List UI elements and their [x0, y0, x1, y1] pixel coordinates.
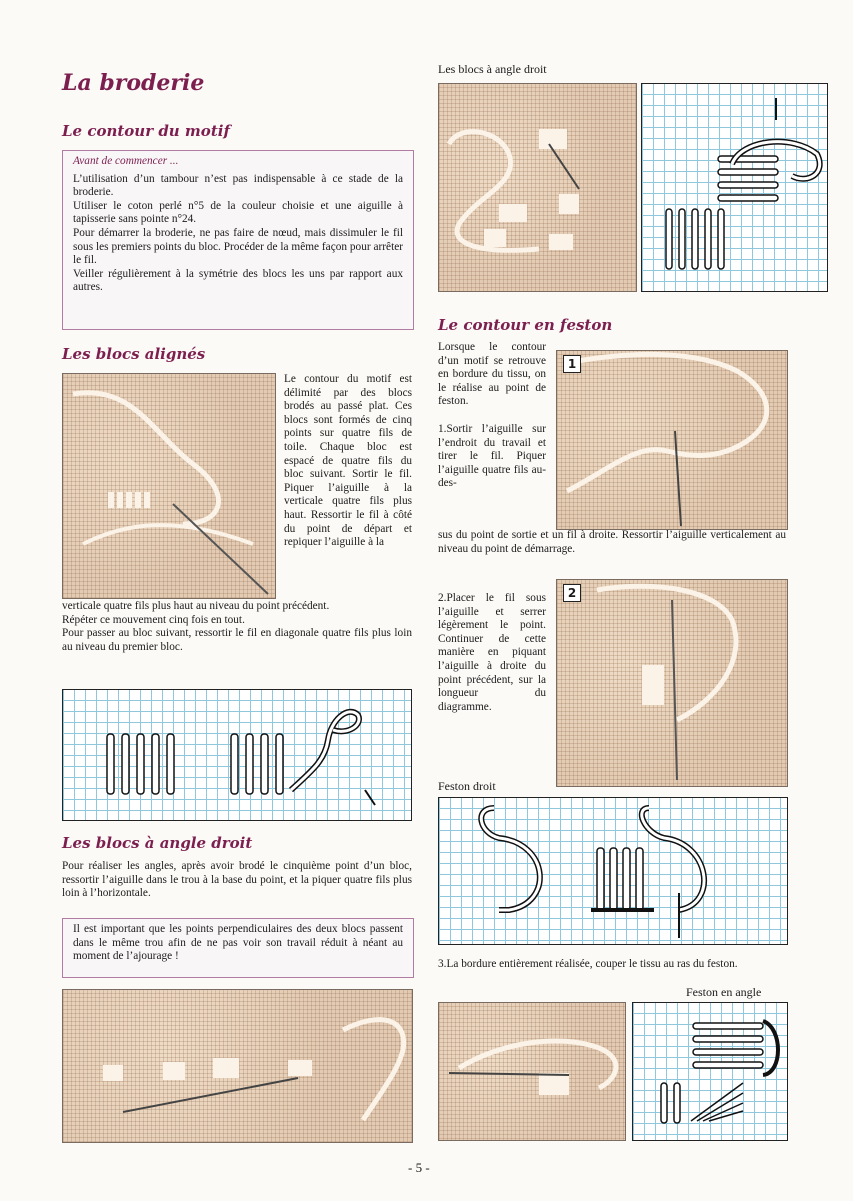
- photo-blocs-alignes: [62, 373, 276, 599]
- avant-commencer-box: [62, 150, 414, 330]
- caption-feston-droit: Feston droit: [438, 779, 496, 793]
- paragraph: L’utilisation d’un tambour n’est pas indispensable à ce stade de la broderie.: [73, 172, 403, 199]
- note-text: Il est important que les points perpendiculaires des deux blocs passent dans le même trou afin de ne pas voir son travail réduit à néant au moment de l’ajourage !: [73, 923, 403, 963]
- photo-feston-step2: [556, 579, 788, 787]
- photo-angle-droit: [438, 83, 637, 292]
- stitch-illustration: [63, 374, 275, 598]
- heading-contour-motif: Le contour du motif: [62, 122, 230, 140]
- photo-feston-step1: [556, 350, 788, 530]
- stitch-diagram: [633, 1003, 787, 1140]
- photo-feston-angle: [438, 1002, 626, 1141]
- diagram-feston-angle: [632, 1002, 788, 1141]
- stitch-illustration: [557, 351, 787, 529]
- caption-angle-droit: Les blocs à angle droit: [438, 62, 547, 76]
- diagram-blocs-alignes: [62, 689, 412, 821]
- paragraph: verticale quatre fils plus haut au niveau du point précédent.: [62, 600, 330, 612]
- step-number: 1: [563, 355, 581, 373]
- stitch-diagram: [439, 798, 787, 944]
- stitch-diagram: [642, 84, 827, 291]
- diagram-angle-droit: [641, 83, 828, 292]
- important-note-box: [62, 918, 414, 978]
- paragraph: Lorsque le contour d’un motif se retrouve en bordure du tissu, on le réalise au point de feston.: [438, 341, 546, 408]
- heading-contour-feston: Le contour en feston: [438, 316, 613, 334]
- blocs-alignes-full-text: [62, 600, 412, 654]
- feston-step1-full: sus du point de sortie et un fil à droite. Ressortir l’aiguille verticalement au niveau du point de démarrage.: [438, 529, 786, 555]
- diagram-feston-droit: [438, 797, 788, 945]
- caption-feston-angle: Feston en angle: [686, 985, 762, 999]
- stitch-illustration: [557, 580, 787, 786]
- page-title: La broderie: [62, 70, 205, 96]
- page-number: - 5 -: [408, 1160, 430, 1175]
- stitch-illustration: [63, 990, 412, 1142]
- paragraph: Veiller régulièrement à la symétrie des blocs les uns par rapport aux autres.: [73, 267, 403, 294]
- blocs-alignes-side-text: Le contour du motif est délimité par des blocs brodés au passé plat. Ces blocs sont formés de cinq points sur quatre fils de toile. Chaque bloc est espacé de quatre fils du bloc suivant. Sortir le fil. Piquer l’aiguille à la verticale quatre fils plus haut. Ressortir le fil à côté du point de départ et repiquer l’aiguille à la: [284, 373, 412, 549]
- stitch-illustration: [439, 84, 636, 291]
- feston-intro: [438, 341, 546, 491]
- step-number: 2: [563, 584, 581, 602]
- photo-blocs-angle-left: [62, 989, 413, 1143]
- stitch-illustration: [439, 1003, 625, 1140]
- box-title: Avant de commencer ...: [73, 155, 179, 167]
- blocs-angle-text: Pour réaliser les angles, après avoir brodé le cinquième point d’un bloc, ressortir l’aiguille dans le trou à la base du point, et la piquer quatre fils plus loin à l’horizontale.: [62, 860, 412, 900]
- feston-step3: 3.La bordure entièrement réalisée, couper le tissu au ras du feston.: [438, 958, 738, 970]
- heading-blocs-alignes: Les blocs alignés: [62, 345, 206, 363]
- paragraph: Pour démarrer la broderie, ne pas faire de nœud, mais dissimuler le fil sous les premiers points du bloc. Procéder de la même façon pour arrêter le fil.: [73, 226, 403, 267]
- heading-blocs-angle: Les blocs à angle droit: [62, 834, 253, 852]
- paragraph: Pour passer au bloc suivant, ressortir le fil en diagonale quatre fils plus loin au niveau du premier bloc.: [62, 627, 412, 653]
- paragraph: Répéter ce mouvement cinq fois en tout.: [62, 613, 245, 626]
- feston-step2: 2.Placer le fil sous l’aiguille et serrer légèrement le point. Continuer de cette manière en piquant l’aiguille à droite du point précédent, sur la longueur du diagramme.: [438, 592, 546, 713]
- paragraph: 1.Sortir l’aiguille sur l’endroit du travail et tirer le fil. Piquer l’aiguille quatre fils au-des-: [438, 422, 546, 490]
- paragraph: Utiliser le coton perlé n°5 de la couleur choisie et une aiguille à tapisserie sans pointe n°24.: [73, 199, 403, 226]
- stitch-diagram: [63, 690, 411, 820]
